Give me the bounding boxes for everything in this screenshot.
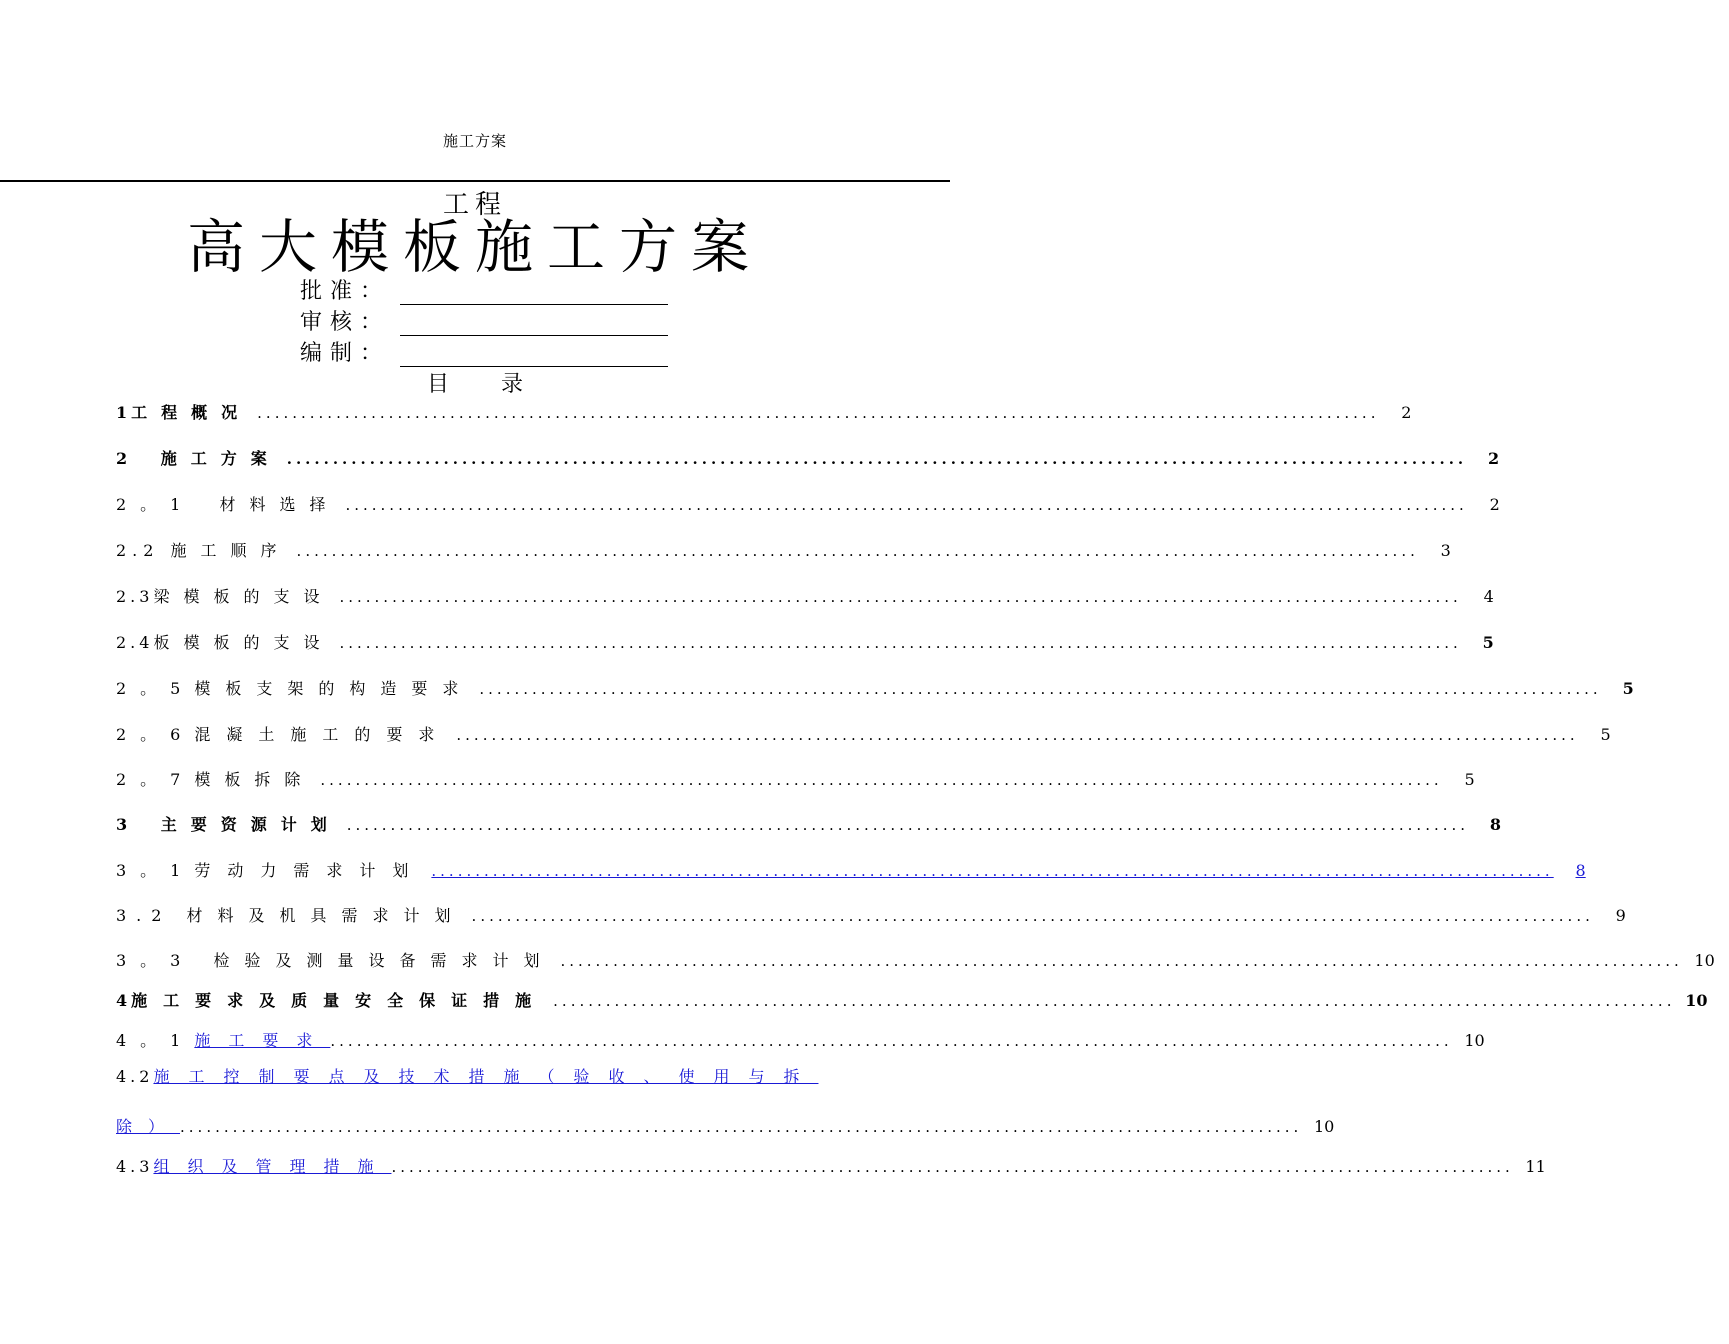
toc-entry-number: 1 <box>116 403 132 422</box>
toc-leader-dots: ................................................................................................................................ <box>391 1158 1514 1176</box>
toc-entry-3-3[interactable] <box>116 946 1715 972</box>
signature-compile <box>300 340 700 370</box>
toc-entry-number: 2.4 <box>116 633 154 652</box>
toc-entry-title: 工程概况 <box>131 403 252 422</box>
toc-entry-2-1[interactable] <box>116 490 1500 516</box>
toc-entry-page: 5 <box>1600 725 1611 744</box>
toc-leader-dots: ................................................................................................................................ <box>456 726 1579 744</box>
toc-entry-page: 2 <box>1489 495 1500 514</box>
toc-leader-dots: ................................................................................................................................ <box>345 496 1468 514</box>
toc-leader-dots: ................................................................................................................................ <box>553 992 1676 1010</box>
toc-entry-number: 3 <box>116 815 161 834</box>
toc-entry-number: 3。3 <box>116 951 214 970</box>
toc-entry-page: 3 <box>1440 541 1451 560</box>
toc-entry-title: 劳动力需求计划 <box>194 861 426 880</box>
toc-heading: 目录 <box>426 372 575 397</box>
toc-entry-title: 模板拆除 <box>194 770 315 789</box>
toc-entry-title: 施工方案 <box>160 449 281 468</box>
toc-leader-dots: ................................................................................................................................ <box>320 771 1443 789</box>
toc-leader-dots: ................................................................................................................................ <box>431 862 1554 880</box>
toc-entry-title: 材料及机具需求计划 <box>186 906 466 925</box>
toc-entry-page: 10 <box>1313 1117 1335 1136</box>
toc-entry-page: 11 <box>1525 1157 1546 1176</box>
toc-entry-title: 梁模板的支设 <box>153 587 334 606</box>
toc-leader-dots: ................................................................................................................................ <box>479 680 1602 698</box>
toc-entry-title: 材料选择 <box>219 495 340 514</box>
toc-leader-dots: ................................................................................................................................ <box>286 450 1468 468</box>
toc-leader-dots: ................................................................................................................................ <box>560 952 1683 970</box>
toc-entry-number: 2.2 <box>116 541 171 560</box>
toc-leader-dots: ................................................................................................................................ <box>346 816 1470 834</box>
header-rule <box>0 180 950 182</box>
toc-entry-title-continued[interactable]: 除） <box>116 1117 181 1136</box>
toc-entry-title[interactable]: 施工控制要点及技术措施（验收、使用与拆 <box>153 1067 819 1086</box>
toc-entry-title: 施工顺序 <box>170 541 291 560</box>
toc-entry-number: 2。1 <box>116 495 214 514</box>
toc-entry-1[interactable] <box>116 398 1412 424</box>
signature-blank[interactable] <box>400 335 668 336</box>
cover-title: 高大模板施工方案 <box>186 213 763 281</box>
toc-entry-number: 3。1 <box>116 861 195 880</box>
toc-entry-title: 主要资源计划 <box>160 815 341 834</box>
cover-subtitle: 工程 <box>442 190 507 220</box>
toc-entry-number: 4.2 <box>116 1067 154 1086</box>
toc-entry-number: 4.3 <box>116 1157 154 1176</box>
running-header: 施工方案 <box>442 132 507 150</box>
toc-entry-title[interactable]: 组织及管理措施 <box>153 1157 392 1176</box>
signature-blank[interactable] <box>400 304 668 305</box>
toc-entry-number: 2.3 <box>116 587 154 606</box>
toc-entry-4-2-continued[interactable] <box>116 1112 1335 1138</box>
toc-entry-3-1[interactable] <box>116 856 1586 882</box>
toc-entry-page: 8 <box>1489 815 1502 834</box>
toc-leader-dots: ................................................................................................................................ <box>339 588 1462 606</box>
toc-entry-number: 4 <box>116 991 132 1010</box>
toc-entry-title: 检验及测量设备需求计划 <box>213 951 555 970</box>
toc-entry-page: 4 <box>1483 587 1494 606</box>
toc-entry-title: 混凝土施工的要求 <box>194 725 451 744</box>
toc-entry-number: 2。5 <box>116 679 195 698</box>
toc-leader-dots: ................................................................................................................................ <box>296 542 1419 560</box>
toc-entry-page: 5 <box>1464 770 1475 789</box>
signature-review <box>300 309 700 339</box>
signature-label: 编制： <box>300 341 391 366</box>
toc-entry-title: 施工要求及质量安全保证措施 <box>131 991 548 1010</box>
toc-leader-dots: ................................................................................................................................ <box>330 1032 1453 1050</box>
toc-entry-4-1[interactable] <box>116 1026 1485 1052</box>
toc-entry-2-3[interactable] <box>116 582 1494 608</box>
toc-entry-title[interactable]: 施工要求 <box>194 1031 331 1050</box>
toc-leader-dots: ................................................................................................................................ <box>471 907 1594 925</box>
toc-entry-2[interactable] <box>116 444 1500 470</box>
toc-entry-number: 4。1 <box>116 1031 195 1050</box>
signature-label: 审核： <box>300 310 391 335</box>
toc-entry-title: 板模板的支设 <box>153 633 334 652</box>
toc-entry-page: 10 <box>1694 951 1715 970</box>
toc-leader-dots: ................................................................................................................................ <box>257 404 1380 422</box>
toc-entry-page: 10 <box>1464 1031 1485 1050</box>
toc-entry-number: 2。6 <box>116 725 195 744</box>
toc-entry-4[interactable] <box>116 986 1708 1012</box>
toc-entry-page: 8 <box>1575 861 1586 880</box>
toc-entry-page: 2 <box>1401 403 1412 422</box>
toc-entry-2-6[interactable] <box>116 720 1611 746</box>
toc-entry-2-5[interactable] <box>116 674 1634 700</box>
toc-entry-page: 5 <box>1482 633 1494 652</box>
toc-entry-page: 9 <box>1615 906 1626 925</box>
signature-label: 批准： <box>300 279 391 304</box>
signature-approve <box>300 278 700 308</box>
toc-entry-page: 2 <box>1488 449 1500 468</box>
toc-entry-3[interactable] <box>116 810 1502 836</box>
toc-entry-number: 2 <box>116 449 161 468</box>
toc-entry-title: 模板支架的构造要求 <box>194 679 474 698</box>
toc-entry-number: 2。7 <box>116 770 195 789</box>
toc-entry-page: 5 <box>1622 679 1634 698</box>
toc-leader-dots: ................................................................................................................................ <box>180 1118 1303 1136</box>
toc-entry-2-4[interactable] <box>116 628 1494 654</box>
toc-entry-3-2[interactable] <box>116 901 1626 927</box>
toc-entry-number: 3.2 <box>116 906 187 925</box>
toc-entry-2-2[interactable] <box>116 536 1451 562</box>
toc-entry-page: 10 <box>1685 991 1708 1010</box>
toc-entry-4-2[interactable] <box>116 1066 838 1092</box>
toc-entry-2-7[interactable] <box>116 765 1475 791</box>
toc-entry-4-3[interactable] <box>116 1152 1546 1178</box>
toc-leader-dots: ................................................................................................................................ <box>339 634 1462 652</box>
